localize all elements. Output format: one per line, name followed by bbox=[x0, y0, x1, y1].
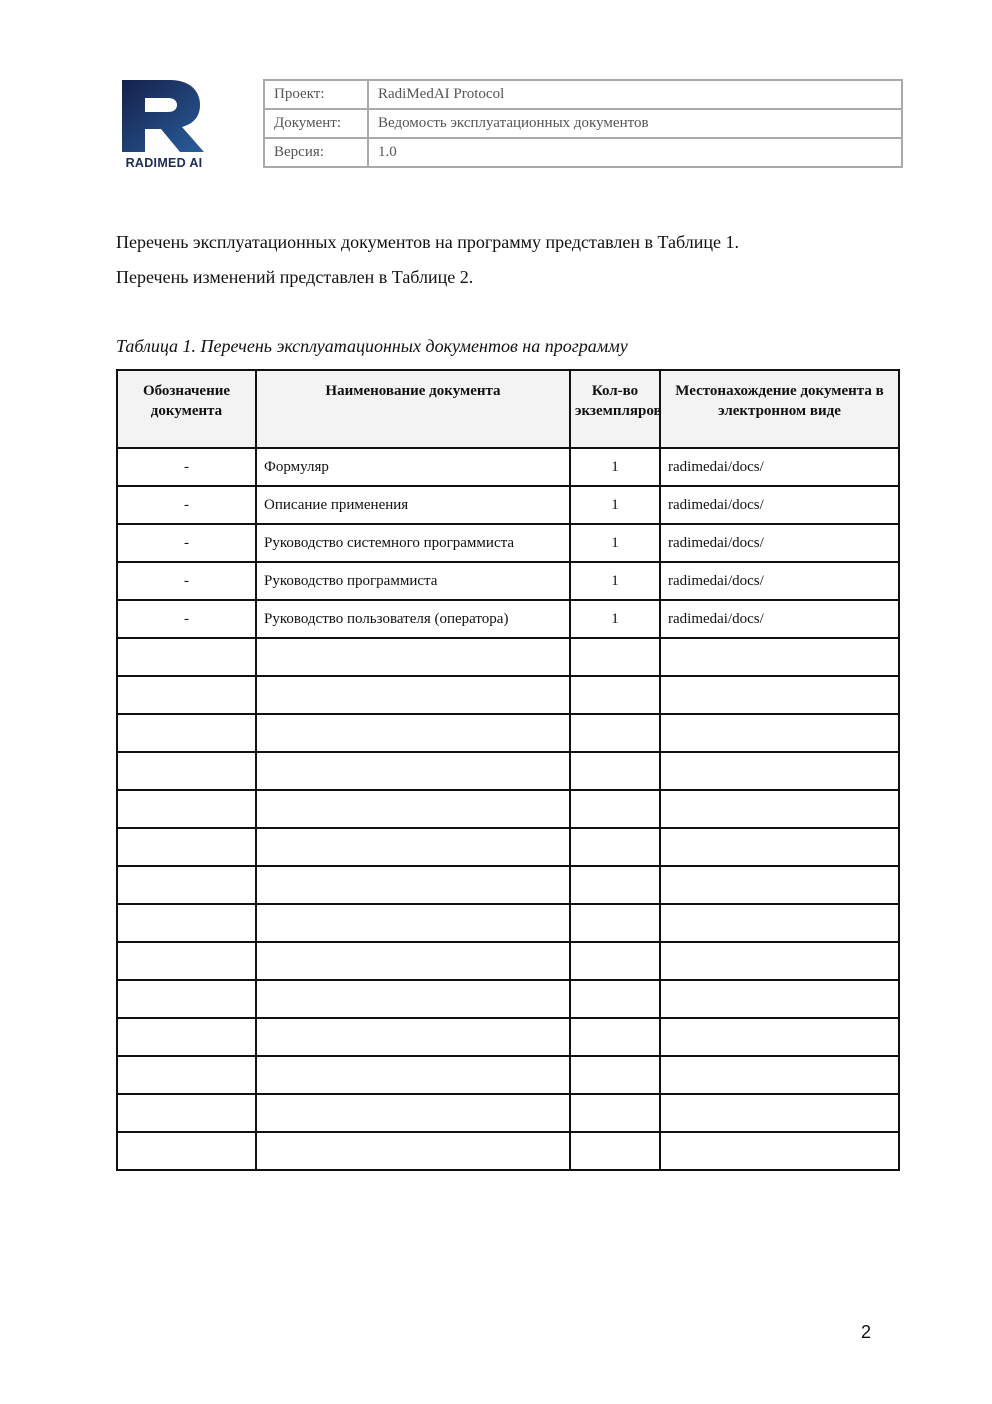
cell-location bbox=[660, 980, 899, 1018]
cell-document-name bbox=[256, 1056, 570, 1094]
table-row bbox=[117, 600, 899, 638]
cell-quantity bbox=[570, 676, 660, 714]
cell-location: radimedai/docs/ bbox=[660, 524, 899, 562]
table-row bbox=[117, 980, 899, 1018]
cell-location bbox=[660, 1094, 899, 1132]
cell-location bbox=[660, 904, 899, 942]
cell-designation bbox=[117, 676, 256, 714]
table-row bbox=[117, 866, 899, 904]
document-label: Документ: bbox=[264, 109, 368, 138]
cell-location bbox=[660, 676, 899, 714]
table-row bbox=[117, 942, 899, 980]
cell-quantity: 1 bbox=[570, 600, 660, 638]
table-row bbox=[117, 524, 899, 562]
cell-designation bbox=[117, 1018, 256, 1056]
cell-location bbox=[660, 866, 899, 904]
cell-document-name bbox=[256, 828, 570, 866]
table-row bbox=[117, 752, 899, 790]
operational-documents-table bbox=[116, 369, 900, 1171]
cell-location bbox=[660, 714, 899, 752]
cell-designation bbox=[117, 790, 256, 828]
table-row bbox=[117, 904, 899, 942]
header-row-version bbox=[264, 138, 902, 167]
cell-designation bbox=[117, 638, 256, 676]
cell-quantity bbox=[570, 752, 660, 790]
cell-quantity: 1 bbox=[570, 524, 660, 562]
cell-document-name: Руководство системного программиста bbox=[256, 524, 570, 562]
cell-quantity: 1 bbox=[570, 448, 660, 486]
cell-quantity: 1 bbox=[570, 562, 660, 600]
cell-quantity bbox=[570, 1132, 660, 1170]
cell-document-name bbox=[256, 1132, 570, 1170]
table-row bbox=[117, 790, 899, 828]
page-number: 2 bbox=[861, 1322, 872, 1342]
document-header-table bbox=[263, 79, 903, 168]
cell-location: radimedai/docs/ bbox=[660, 448, 899, 486]
cell-document-name bbox=[256, 676, 570, 714]
cell-document-name: Руководство программиста bbox=[256, 562, 570, 600]
project-value: RadiMedAI Protocol bbox=[368, 80, 902, 109]
table-row bbox=[117, 828, 899, 866]
cell-quantity: 1 bbox=[570, 486, 660, 524]
cell-document-name: Формуляр bbox=[256, 448, 570, 486]
cell-designation bbox=[117, 866, 256, 904]
cell-designation bbox=[117, 980, 256, 1018]
cell-document-name bbox=[256, 1018, 570, 1056]
cell-document-name bbox=[256, 1094, 570, 1132]
cell-designation bbox=[117, 942, 256, 980]
column-header-name: Наименование документа bbox=[256, 370, 570, 448]
cell-document-name bbox=[256, 638, 570, 676]
cell-designation: - bbox=[117, 562, 256, 600]
cell-quantity bbox=[570, 714, 660, 752]
table-row bbox=[117, 486, 899, 524]
cell-document-name bbox=[256, 942, 570, 980]
project-label: Проект: bbox=[264, 80, 368, 109]
cell-document-name: Описание применения bbox=[256, 486, 570, 524]
cell-location bbox=[660, 752, 899, 790]
cell-quantity bbox=[570, 1056, 660, 1094]
table-row bbox=[117, 638, 899, 676]
cell-quantity bbox=[570, 904, 660, 942]
cell-location bbox=[660, 1132, 899, 1170]
cell-location bbox=[660, 1056, 899, 1094]
table-row bbox=[117, 562, 899, 600]
cell-quantity bbox=[570, 638, 660, 676]
logo-text: RADIMED AI bbox=[125, 156, 203, 170]
table-row bbox=[117, 1018, 899, 1056]
version-value: 1.0 bbox=[368, 138, 902, 167]
table-row bbox=[117, 676, 899, 714]
column-header-quantity: Кол-во экземпляров bbox=[570, 370, 660, 448]
cell-location bbox=[660, 790, 899, 828]
cell-document-name bbox=[256, 714, 570, 752]
table-row bbox=[117, 448, 899, 486]
cell-document-name bbox=[256, 752, 570, 790]
cell-designation bbox=[117, 904, 256, 942]
table-row bbox=[117, 1132, 899, 1170]
cell-document-name bbox=[256, 866, 570, 904]
cell-document-name bbox=[256, 980, 570, 1018]
cell-designation bbox=[117, 714, 256, 752]
column-header-designation: Обозначение документа bbox=[117, 370, 256, 448]
cell-designation bbox=[117, 1056, 256, 1094]
cell-quantity bbox=[570, 980, 660, 1018]
cell-designation: - bbox=[117, 600, 256, 638]
cell-quantity bbox=[570, 790, 660, 828]
cell-location bbox=[660, 942, 899, 980]
cell-quantity bbox=[570, 866, 660, 904]
cell-location bbox=[660, 638, 899, 676]
header-row-document bbox=[264, 109, 902, 138]
cell-designation bbox=[117, 752, 256, 790]
cell-location: radimedai/docs/ bbox=[660, 600, 899, 638]
table-row bbox=[117, 1094, 899, 1132]
cell-designation: - bbox=[117, 524, 256, 562]
cell-document-name bbox=[256, 904, 570, 942]
cell-location: radimedai/docs/ bbox=[660, 486, 899, 524]
radimed-r-logo-icon bbox=[118, 78, 208, 154]
version-label: Версия: bbox=[264, 138, 368, 167]
table-row bbox=[117, 1056, 899, 1094]
cell-location bbox=[660, 828, 899, 866]
paragraph-table1-reference: Перечень эксплуатационных документов на программу представлен в Таблице 1. bbox=[116, 232, 739, 252]
cell-quantity bbox=[570, 1018, 660, 1056]
cell-designation: - bbox=[117, 448, 256, 486]
cell-quantity bbox=[570, 942, 660, 980]
cell-location bbox=[660, 1018, 899, 1056]
cell-designation bbox=[117, 828, 256, 866]
cell-document-name: Руководство пользователя (оператора) bbox=[256, 600, 570, 638]
cell-designation bbox=[117, 1132, 256, 1170]
header-row-project bbox=[264, 80, 902, 109]
radimed-logo bbox=[118, 78, 208, 174]
table-row bbox=[117, 714, 899, 752]
cell-document-name bbox=[256, 790, 570, 828]
cell-location: radimedai/docs/ bbox=[660, 562, 899, 600]
column-header-location: Местонахождение документа в электронном виде bbox=[660, 370, 899, 448]
cell-quantity bbox=[570, 1094, 660, 1132]
table-header-row bbox=[117, 370, 899, 448]
table1-caption: Таблица 1. Перечень эксплуатационных документов на программу bbox=[116, 336, 628, 356]
cell-designation bbox=[117, 1094, 256, 1132]
paragraph-table2-reference: Перечень изменений представлен в Таблице 2. bbox=[116, 267, 474, 287]
cell-designation: - bbox=[117, 486, 256, 524]
document-value: Ведомость эксплуатационных документов bbox=[368, 109, 902, 138]
cell-quantity bbox=[570, 828, 660, 866]
